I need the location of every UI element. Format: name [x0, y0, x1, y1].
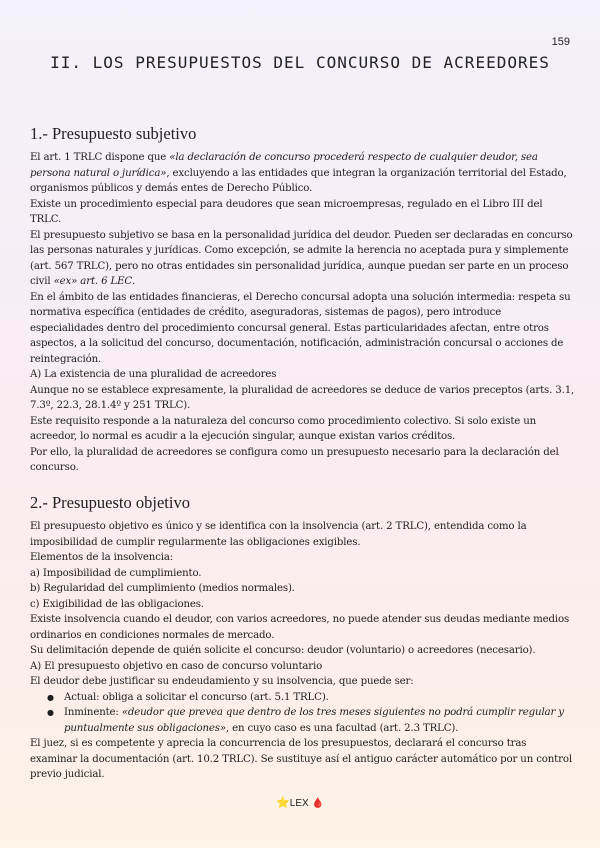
legal-quote: «la declaración de concurso procederá respecto de cualquier deudor, sea persona natural o jurídica»	[30, 152, 538, 179]
paragraph: Elementos de la insolvencia:	[30, 552, 174, 563]
subheading: A) El presupuesto objetivo en caso de concurso voluntario	[30, 660, 323, 672]
bullet-item: ● Inminente: «deudor que prevea que dentro de los tres meses siguientes no podrá cumplir regular y puntualmente sus obligaciones», en cuyo caso es una facultad (art. 2.3 TRLC).	[30, 705, 575, 736]
brand-text: LEX	[289, 798, 309, 809]
paragraph: Este requisito responde a la naturaleza del concurso como procedimiento colectivo. Si solo existe un acreedor, lo normal es acudir a la ejecución singular, aunque existan varios créditos.	[30, 415, 537, 442]
subheading: A) La existencia de una pluralidad de acreedores	[30, 369, 277, 380]
blood-drop-icon: 🩸	[311, 798, 324, 809]
list-line: a) Imposibilidad de cumplimiento.	[30, 567, 202, 579]
page-number: 159	[551, 36, 570, 48]
paragraph: El deudor debe justificar su endeudamiento y su insolvencia, que puede ser:	[30, 676, 414, 687]
paragraph: Por ello, la pluralidad de acreedores se configura como un presupuesto necesario para la declaración del concurso.	[30, 446, 559, 473]
legal-reference: «ex» art. 6 LEC	[53, 276, 133, 287]
chapter-title: II. LOS PRESUPUESTOS DEL CONCURSO DE ACREEDORES	[50, 53, 550, 72]
paragraph: El presupuesto subjetivo se basa en la personalidad jurídica del deudor. Pueden ser declaradas en concurso las personas naturales y jurídicas. Como excepción, se admite la herencia no aceptada pura y simplemente (art. 567 TRLC), pero no otras entidades sin personalidad jurídica, aunque puedan ser parte en un proceso civil «ex» art. 6 LEC.	[30, 229, 573, 287]
paragraph: El presupuesto objetivo es único y se identifica con la insolvencia (art. 2 TRLC), entendida como la imposibilidad de cumplir regularmente las obligaciones exigibles.	[30, 521, 527, 548]
bullet-list	[30, 690, 575, 737]
paragraph: Existe insolvencia cuando el deudor, con varios acreedores, no puede atender sus deudas mediante medios ordinarios en condiciones normales de mercado.	[30, 614, 570, 641]
bullet-item: ● Actual: obliga a solicitar el concurso (art. 5.1 TRLC).	[30, 690, 575, 706]
footer-brand	[0, 796, 600, 809]
legal-quote: «deudor que prevea que dentro de los tres meses siguientes no podrá cumplir regular y puntualmente sus obligaciones»	[64, 707, 564, 734]
paragraph: Existe un procedimiento especial para deudores que sean microempresas, regulado en el Libro III del TRLC.	[30, 198, 543, 225]
paragraph: El art. 1 TRLC dispone que «la declaración de concurso procederá respecto de cualquier deudor, sea persona natural o jurídica», excluyendo a las entidades que integran la organización territorial del Estado, organismos públicos y demás entes de Derecho Público.	[30, 152, 567, 194]
paragraph: En el ámbito de las entidades financieras, el Derecho concursal adopta una solución intermedia: respeta su normativa específica (entidades de crédito, aseguradoras, sistemas de pagos), pero introduce especialidades dentro del procedimiento concursal general. Estas particularidades afectan, entre otros aspectos, a la solicitud del concurso, documentación, notificación, administración concursal o acciones de reintegración.	[30, 291, 571, 365]
list-line: b) Regularidad del cumplimiento (medios normales).	[30, 583, 295, 594]
paragraph: Aunque no se establece expresamente, la pluralidad de acreedores se deduce de varios preceptos (arts. 3.1, 7.3º, 22.3, 28.1.4º y 251 TRLC).	[30, 384, 575, 411]
section-body-objective	[30, 519, 575, 783]
star-icon: ⭐	[276, 797, 290, 809]
section-heading-subjective: 1.- Presupuesto subjetivo	[30, 124, 197, 143]
section-heading-objective: 2.- Presupuesto objetivo	[30, 493, 190, 512]
list-line: c) Exigibilidad de las obligaciones.	[30, 598, 204, 610]
paragraph: El juez, si es competente y aprecia la concurrencia de los presupuestos, declarará el concurso tras examinar la documentación (art. 10.2 TRLC). Se sustituye así el antiguo carácter automático por un control previo judicial.	[30, 738, 572, 780]
paragraph: Su delimitación depende de quién solicite el concurso: deudor (voluntario) o acreedores (necesario).	[30, 645, 536, 656]
section-body-subjective	[30, 150, 575, 476]
